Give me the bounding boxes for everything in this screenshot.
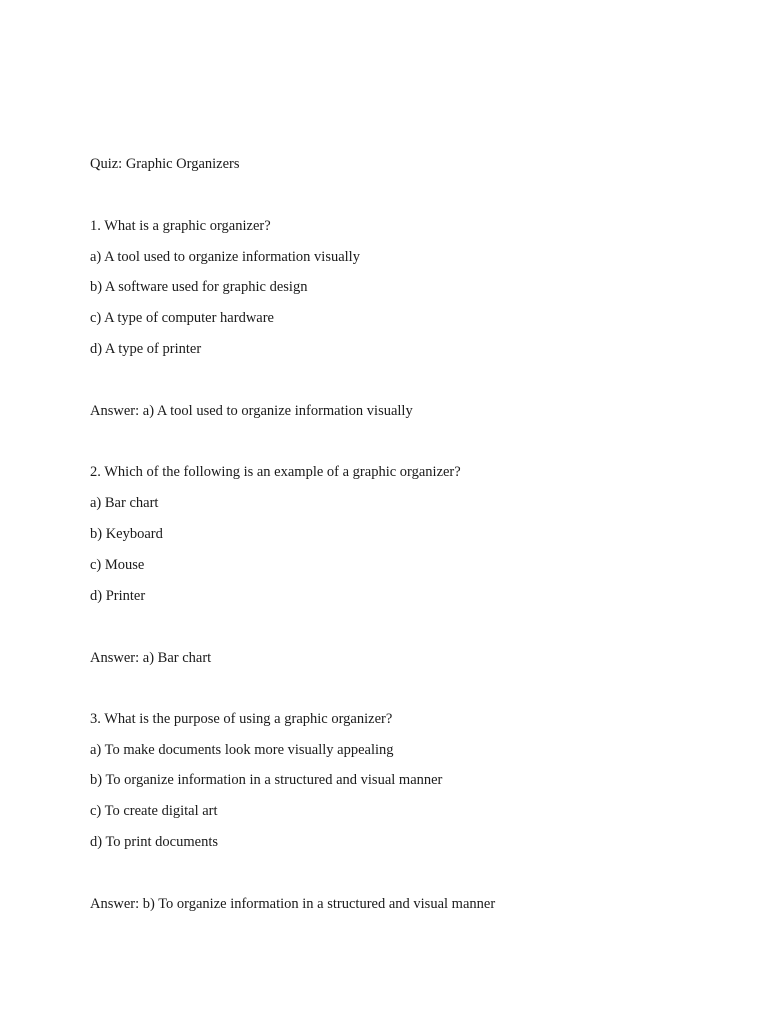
question-2-option-d: d) Printer [90,588,146,604]
question-3-text: 3. What is the purpose of using a graphic organizer? [90,711,393,727]
question-1-option-a: a) A tool used to organize information visually [90,249,360,265]
question-1-option-d: d) A type of printer [90,341,202,357]
question-3-option-a: a) To make documents look more visually appealing [90,742,394,758]
question-3-option-d: d) To print documents [90,834,218,850]
question-2-answer: Answer: a) Bar chart [90,650,212,666]
question-1-option-b: b) A software used for graphic design [90,279,308,295]
question-3-answer: Answer: b) To organize information in a structured and visual manner [90,896,496,912]
question-2-option-b: b) Keyboard [90,526,163,542]
question-3-option-b: b) To organize information in a structured and visual manner [90,772,443,788]
question-2-option-a: a) Bar chart [90,495,159,511]
question-2-text: 2. Which of the following is an example of a graphic organizer? [90,464,461,480]
question-3-option-c: c) To create digital art [90,803,218,819]
question-1-answer: Answer: a) A tool used to organize information visually [90,403,413,419]
question-1-option-c: c) A type of computer hardware [90,310,274,326]
question-1-text: 1. What is a graphic organizer? [90,218,271,234]
question-2-option-c: c) Mouse [90,557,145,573]
quiz-title: Quiz: Graphic Organizers [90,156,240,172]
